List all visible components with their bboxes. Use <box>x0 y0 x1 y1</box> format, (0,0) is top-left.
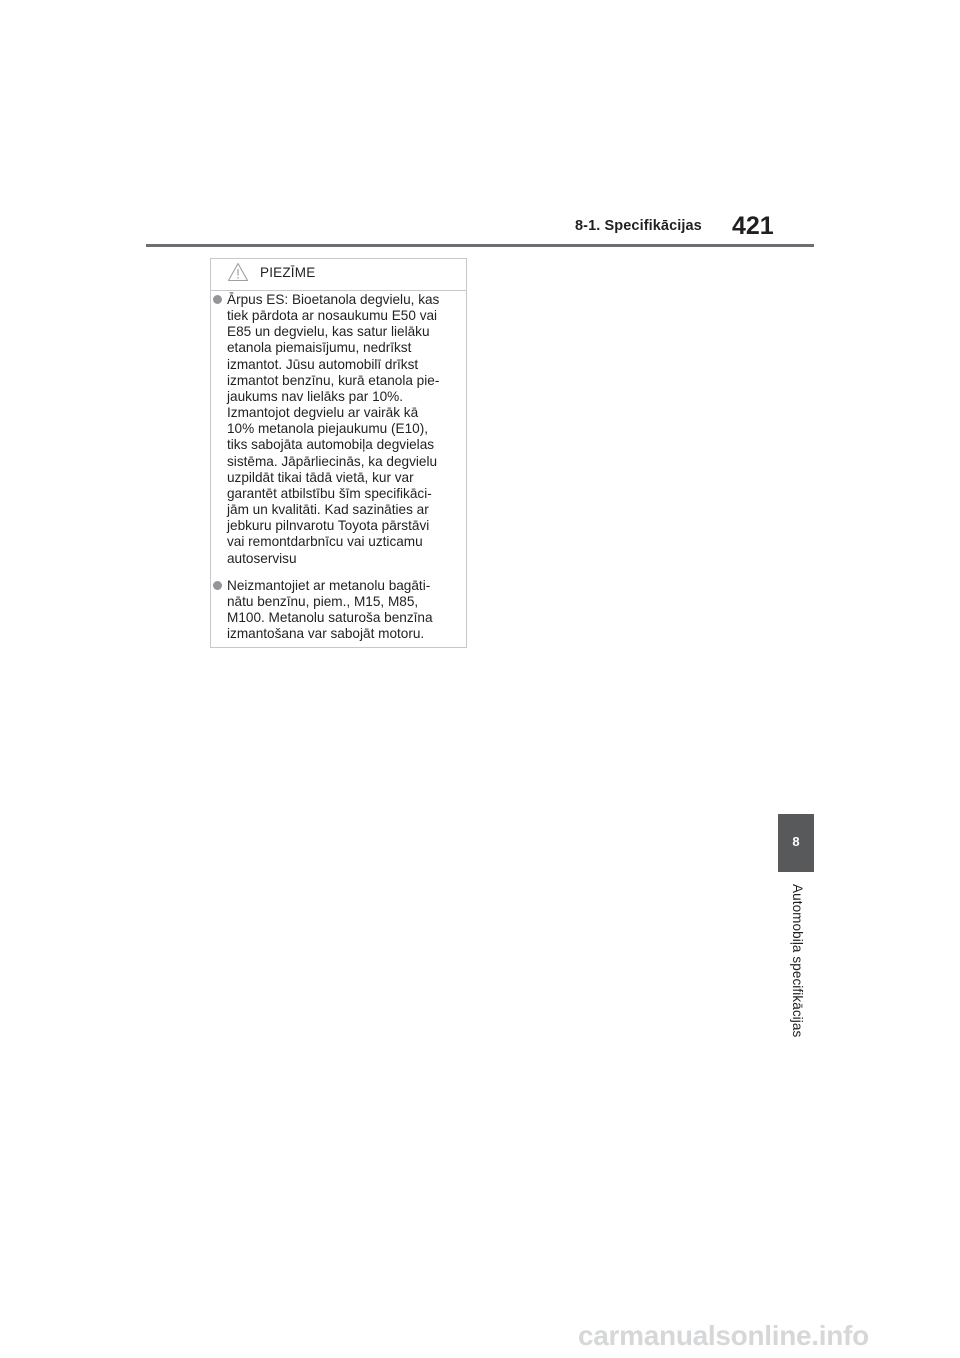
bullet-dot-icon <box>213 295 222 304</box>
notice-line: sistēma. Jāpārliecinās, ka degvielu <box>227 453 438 469</box>
bullet-dot-icon <box>213 581 222 590</box>
notice-line: tiks sabojāta automobiļa degvielas <box>227 437 435 453</box>
page-number: 421 <box>732 212 774 240</box>
notice-line: jaukums nav lielāks par 10%. <box>227 388 404 404</box>
chapter-title: Automobiļa specifikācijas <box>790 884 805 1038</box>
notice-line: M100. Metanolu saturoša benzīna <box>227 609 433 625</box>
notice-line: garantēt atbilstību šīm specifikāci- <box>227 485 432 501</box>
warning-triangle-icon <box>227 262 249 282</box>
notice-line: autoservisu <box>227 550 297 566</box>
chapter-number: 8 <box>792 834 800 849</box>
notice-line: jebkuru pilnvarotu Toyota pārstāvi <box>227 518 430 534</box>
header-rule <box>146 244 814 247</box>
notice-line: izmantot. Jūsu automobilī drīkst <box>227 356 419 372</box>
notice-line: Neizmantojiet ar metanolu bagāti- <box>227 577 431 593</box>
notice-line: izmantot benzīnu, kurā etanola pie- <box>227 372 440 388</box>
notice-line: izmantošana var sabojāt motoru. <box>227 626 425 642</box>
notice-item-bioethanol <box>211 292 466 567</box>
watermark: carmanualsonline.info <box>578 1320 869 1351</box>
notice-body <box>211 292 466 642</box>
notice-line: etanola piemaisījumu, nedrīkst <box>227 340 412 356</box>
notice-line: 10% metanola piejaukumu (E10), <box>227 421 428 437</box>
chapter-tab <box>778 814 814 872</box>
notice-line: tiek pārdota ar nosaukumu E50 vai <box>227 308 438 324</box>
notice-line: Ārpus ES: Bioetanola degvielu, kas <box>227 292 440 307</box>
section-title: 8-1. Specifikācijas <box>575 218 702 234</box>
notice-line: E85 un degvielu, kas satur lielāku <box>227 324 430 340</box>
notice-line: uzpildāt tikai tādā vietā, kur var <box>227 469 414 485</box>
notice-line: jām un kvalitāti. Kad sazināties ar <box>227 502 429 518</box>
notice-line: vai remontdarbnīcu vai uzticamu <box>227 534 423 550</box>
notice-item-methanol <box>211 578 466 643</box>
notice-line: nātu benzīnu, piem., M15, M85, <box>227 593 419 609</box>
notice-box <box>210 258 467 648</box>
notice-title: PIEZĪME <box>260 265 316 280</box>
notice-line: Izmantojot degvielu ar vairāk kā <box>227 405 419 421</box>
notice-header <box>211 259 466 291</box>
